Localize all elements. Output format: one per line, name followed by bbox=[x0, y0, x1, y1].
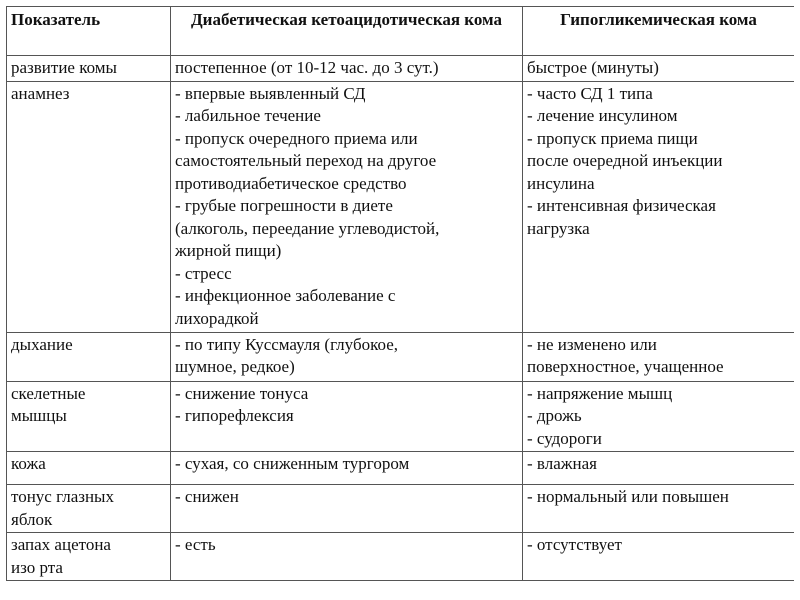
cell-line: - дрожь bbox=[527, 406, 582, 425]
cell-line: - нормальный или повышен bbox=[527, 487, 729, 506]
cell-line: - по типу Куссмауля (глубокое, bbox=[175, 334, 398, 354]
cell-line: - напряжение мышц bbox=[527, 383, 673, 403]
cell-line: - пропуск очередного приема или bbox=[175, 128, 418, 148]
header-dka bbox=[171, 7, 523, 56]
cell-dka bbox=[171, 81, 523, 332]
cell-indicator bbox=[7, 485, 171, 533]
cell-dka bbox=[171, 56, 523, 82]
cell-dka bbox=[171, 485, 523, 533]
cell-line: яблок bbox=[11, 509, 53, 529]
cell-line: скелетные bbox=[11, 383, 86, 403]
header-row bbox=[7, 7, 795, 56]
cell-line: быстрое (минуты) bbox=[527, 58, 659, 77]
cell-line: - пропуск приема пищи bbox=[527, 128, 698, 148]
table-row bbox=[7, 56, 795, 82]
cell-line: анамнез bbox=[11, 83, 70, 103]
table-row bbox=[7, 533, 795, 581]
cell-line: (алкоголь, переедание углеводистой, bbox=[175, 218, 440, 238]
cell-line: - есть bbox=[175, 535, 216, 554]
header-hypo-line: Гипогликемическая кома bbox=[560, 10, 757, 29]
cell-hypo bbox=[523, 533, 795, 581]
cell-line: запах ацетона bbox=[11, 535, 111, 554]
cell-line: - лабильное течение bbox=[175, 106, 321, 125]
cell-indicator bbox=[7, 381, 171, 452]
cell-line: - стресс bbox=[175, 263, 232, 283]
table-row bbox=[7, 332, 795, 381]
cell-hypo bbox=[523, 56, 795, 82]
cell-hypo bbox=[523, 452, 795, 485]
cell-line: кожа bbox=[11, 454, 46, 473]
cell-hypo bbox=[523, 485, 795, 533]
cell-line: поверхностное, учащенное bbox=[527, 357, 724, 376]
cell-line: - снижен bbox=[175, 487, 239, 506]
cell-line: - не изменено или bbox=[527, 334, 657, 354]
comparison-table-container bbox=[6, 6, 794, 598]
cell-line: - гипорефлексия bbox=[175, 406, 294, 425]
cell-hypo bbox=[523, 381, 795, 452]
cell-indicator bbox=[7, 452, 171, 485]
cell-line: после очередной инъекции bbox=[527, 151, 723, 170]
cell-line: изо рта bbox=[11, 557, 63, 577]
cell-line: постепенное (от 10-12 час. до 3 сут.) bbox=[175, 58, 439, 77]
cell-line: - грубые погрешности в диете bbox=[175, 196, 393, 215]
cell-line: развитие комы bbox=[11, 58, 117, 77]
cell-line: жирной пищи) bbox=[175, 241, 282, 260]
cell-line: дыхание bbox=[11, 334, 73, 354]
cell-line: - отсутствует bbox=[527, 535, 622, 554]
header-dka-line: Диабетическая bbox=[190, 10, 308, 29]
cell-dka bbox=[171, 452, 523, 485]
cell-indicator bbox=[7, 332, 171, 381]
table-row bbox=[7, 381, 795, 452]
header-dka-line: кетоацидотическая кома bbox=[311, 10, 503, 29]
cell-line: нагрузка bbox=[527, 218, 590, 238]
cell-indicator bbox=[7, 533, 171, 581]
cell-line: - сухая, со сниженным тургором bbox=[175, 454, 410, 473]
table-row bbox=[7, 81, 795, 332]
cell-line: тонус глазных bbox=[11, 487, 114, 506]
header-hypo bbox=[523, 7, 795, 56]
table-row bbox=[7, 485, 795, 533]
cell-line: - инфекционное заболевание с bbox=[175, 286, 396, 305]
cell-dka bbox=[171, 381, 523, 452]
cell-indicator bbox=[7, 56, 171, 82]
cell-line: - интенсивная физическая bbox=[527, 196, 716, 215]
header-indicator-line: Показатель bbox=[11, 10, 101, 29]
cell-line: самостоятельный переход на другое bbox=[175, 151, 437, 170]
cell-line: - судороги bbox=[527, 428, 602, 448]
cell-line: - влажная bbox=[527, 454, 597, 473]
header-indicator bbox=[7, 7, 171, 56]
cell-dka bbox=[171, 332, 523, 381]
cell-hypo bbox=[523, 81, 795, 332]
cell-line: - лечение инсулином bbox=[527, 106, 678, 125]
cell-hypo bbox=[523, 332, 795, 381]
comparison-table bbox=[6, 6, 794, 581]
cell-indicator bbox=[7, 81, 171, 332]
cell-line: - часто СД 1 типа bbox=[527, 83, 653, 103]
cell-line: - впервые выявленный СД bbox=[175, 83, 366, 103]
cell-line: шумное, редкое) bbox=[175, 357, 295, 376]
cell-line: инсулина bbox=[527, 173, 595, 193]
cell-line: мышцы bbox=[11, 406, 67, 425]
cell-line: - снижение тонуса bbox=[175, 383, 309, 403]
cell-dka bbox=[171, 533, 523, 581]
cell-line: лихорадкой bbox=[175, 308, 259, 328]
table-row bbox=[7, 452, 795, 485]
cell-line: противодиабетическое средство bbox=[175, 173, 407, 193]
